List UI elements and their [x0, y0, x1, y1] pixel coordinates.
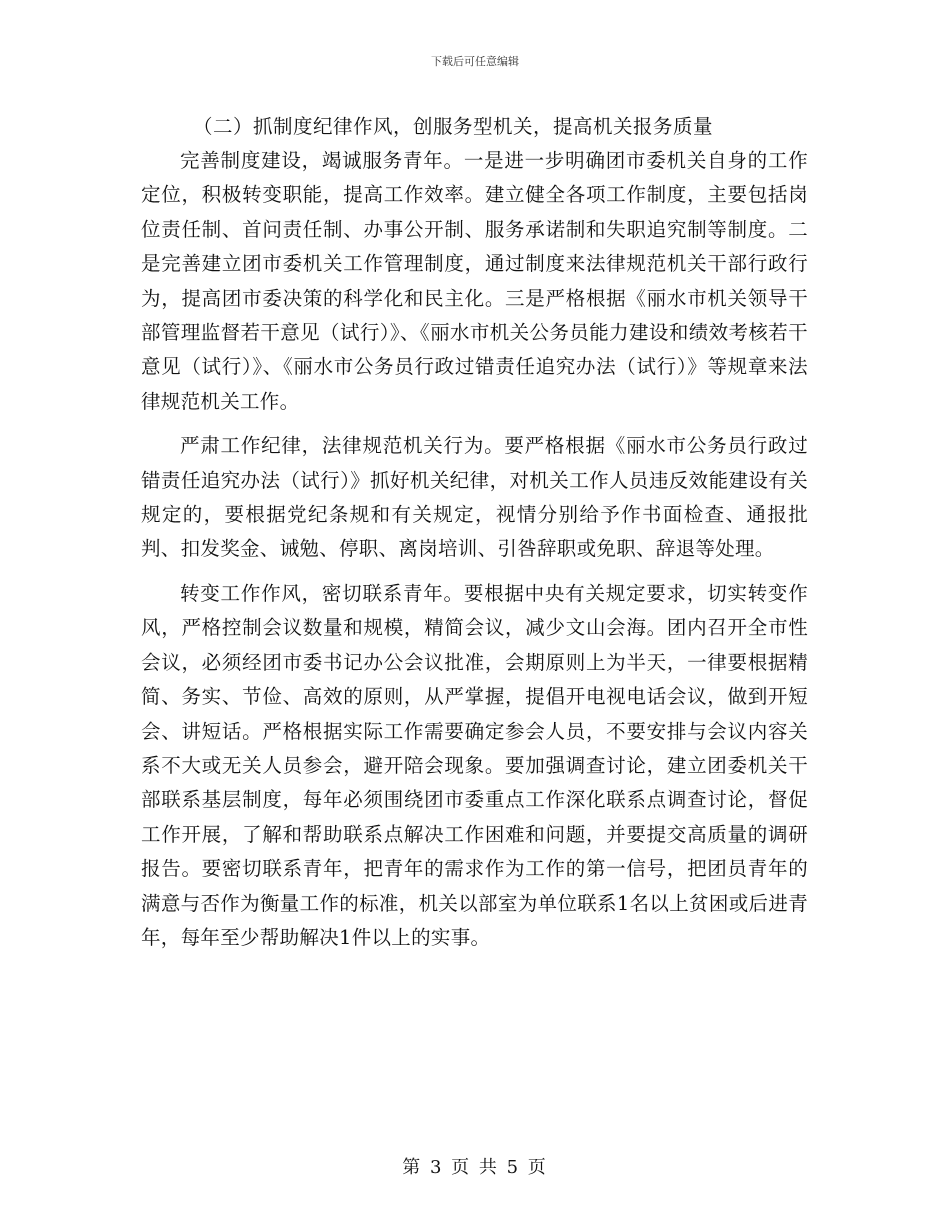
document-body	[141, 110, 808, 955]
paragraph-work-discipline: 严肃工作纪律，法律规范机关行为。要严格根据《丽水市公务员行政过错责任追究办法（试行）》抓好机关纪律，对机关工作人员违反效能建设有关规定的，要根据党纪条规和有关规定，视情分别给予作书面检查、通报批判、扣发奖金、诫勉、停职、离岗培训、引咎辞职或免职、辞退等处理。	[141, 434, 808, 561]
header-note: 下载后可任意编辑	[431, 55, 519, 68]
section-heading: （二）抓制度纪律作风，创服务型机关，提高机关报务质量	[193, 115, 714, 138]
page-number-footer: 第 3 页 共 5 页	[402, 1157, 548, 1178]
paragraph-work-style: 转变工作作风，密切联系青年。要根据中央有关规定要求，切实转变作风，严格控制会议数量和规模，精简会议，减少文山会海。团内召开全市性会议，必须经团市委书记办公会议批准，会期原则上为半天，一律要根据精简、务实、节俭、高效的原则，从严掌握，提倡开电视电话会议，做到开短会、讲短话。严格根据实际工作需要确定参会人员，不要安排与会议内容关系不大或无关人员参会，避开陪会现象。要加强调查讨论，建立团委机关干部联系基层制度，每年必须围绕团市委重点工作深化联系点调查讨论，督促工作开展，了解和帮助联系点解决工作困难和问题，并要提交高质量的调研报告。要密切联系青年，把青年的需求作为工作的第一信号，把团员青年的满意与否作为衡量工作的标准，机关以部室为单位联系1名以上贫困或后进青年，每年至少帮助解决1件以上的实事。	[141, 581, 808, 949]
paragraph-system-building: 完善制度建设，竭诚服务青年。一是进一步明确团市委机关自身的工作定位，积极转变职能，提高工作效率。建立健全各项工作制度，主要包括岗位责任制、首问责任制、办事公开制、服务承诺制和失职追究制等制度。二是完善建立团市委机关工作管理制度，通过制度来法律规范机关干部行政行为，提高团市委决策的科学化和民主化。三是严格根据《丽水市机关领导干部管理监督若干意见（试行）》、《丽水市机关公务员能力建设和绩效考核若干意见（试行）》、《丽水市公务员行政过错责任追究办法（试行）》等规章来法律规范机关工作。	[141, 149, 808, 413]
